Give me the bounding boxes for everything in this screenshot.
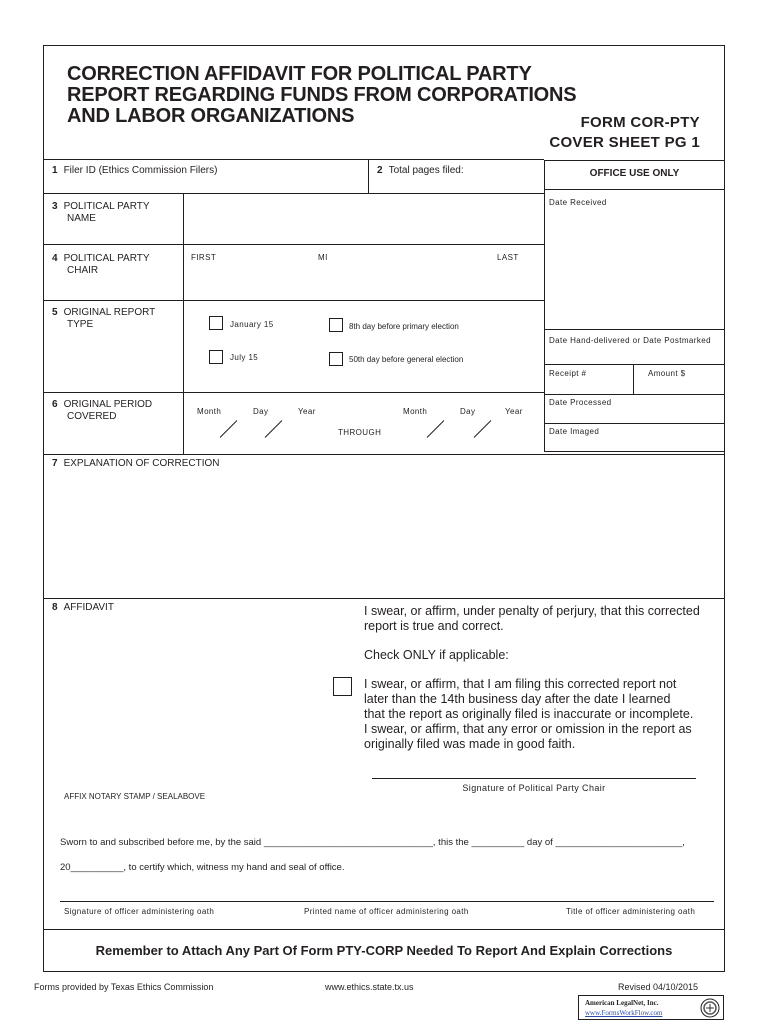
footer-revised-date: Revised 04/10/2015 xyxy=(618,982,699,992)
date-received-label: Date Received xyxy=(549,198,607,207)
divider xyxy=(43,300,544,301)
amount-label: Amount $ xyxy=(648,369,686,378)
vendor-logo-icon xyxy=(700,998,720,1018)
notary-stamp-label: AFFIX NOTARY STAMP / SEALABOVE xyxy=(64,792,206,801)
divider xyxy=(633,364,634,394)
officer-signature-line[interactable] xyxy=(60,901,714,902)
january-15-checkbox[interactable] xyxy=(209,316,223,330)
end-month-label: Month xyxy=(403,407,428,416)
divider xyxy=(43,159,544,160)
footer-website[interactable]: www.ethics.state.tx.us xyxy=(325,982,414,992)
officer-signature-label: Signature of officer administering oath xyxy=(64,907,215,916)
late-filing-checkbox[interactable] xyxy=(333,677,352,696)
period-covered-input[interactable] xyxy=(184,418,543,452)
form-code: FORM COR-PTY COVER SHEET PG 1 xyxy=(549,114,700,151)
50th-day-label: 50th day before general election xyxy=(349,355,464,364)
chair-signature-line[interactable] xyxy=(372,778,696,779)
start-year-label: Year xyxy=(298,407,316,416)
divider xyxy=(43,244,544,245)
office-use-title: OFFICE USE ONLY xyxy=(589,168,680,179)
late-filing-statement: I swear, or affirm, that I am filing this corrected report not later than the 14th business day after the date I learned that the report as originally filed is inaccurate or incomplete. I swear, or affirm, that any error or omission in the report as originally filed was made in good faith. xyxy=(364,677,694,751)
divider xyxy=(544,329,725,330)
chair-signature-label: Signature of Political Party Chair xyxy=(462,783,606,793)
divider xyxy=(544,423,725,424)
explanation-label: 7 EXPLANATION OF CORRECTION xyxy=(52,458,220,469)
sworn-statement[interactable]: Sworn to and subscribed before me, by the said ________________________________, this the __________ day of ________________________, xyxy=(60,837,685,848)
attachment-reminder: Remember to Attach Any Part Of Form PTY-CORP Needed To Report And Explain Corrections xyxy=(95,943,673,958)
middle-initial-label: MI xyxy=(318,253,328,262)
date-processed-label: Date Processed xyxy=(549,398,612,407)
vendor-name: American LegalNet, Inc. xyxy=(585,999,659,1007)
total-pages-field[interactable]: 2 Total pages filed: xyxy=(377,165,464,176)
july-15-checkbox[interactable] xyxy=(209,350,223,364)
report-type-label: 5 ORIGINAL REPORT TYPE xyxy=(52,307,156,330)
affidavit-statement: I swear, or affirm, under penalty of perjury, that this corrected report is true and correct. xyxy=(364,604,700,633)
start-day-label: Day xyxy=(253,407,269,416)
receipt-label: Receipt # xyxy=(549,369,587,378)
date-hand-delivered-label: Date Hand-delivered or Date Postmarked xyxy=(549,336,711,345)
8th-day-checkbox[interactable] xyxy=(329,318,343,332)
vendor-badge xyxy=(578,995,724,1020)
end-day-label: Day xyxy=(460,407,476,416)
affidavit-label: 8 AFFIDAVIT xyxy=(52,602,114,613)
date-imaged-label: Date Imaged xyxy=(549,427,600,436)
first-name-label: FIRST xyxy=(191,253,217,262)
officer-title-label: Title of officer administering oath xyxy=(566,907,696,916)
divider xyxy=(43,392,544,393)
divider xyxy=(368,159,369,193)
divider xyxy=(43,454,725,455)
divider xyxy=(544,394,725,395)
last-name-label: LAST xyxy=(497,253,519,262)
check-only-label: Check ONLY if applicable: xyxy=(364,648,509,662)
start-month-label: Month xyxy=(197,407,222,416)
explanation-input[interactable] xyxy=(44,473,724,597)
through-label: THROUGH xyxy=(338,428,382,437)
divider xyxy=(43,598,725,599)
footer-provided-by: Forms provided by Texas Ethics Commission xyxy=(34,982,214,992)
8th-day-label: 8th day before primary election xyxy=(349,322,459,331)
party-chair-label: 4 POLITICAL PARTY CHAIR xyxy=(52,253,150,276)
period-covered-label: 6 ORIGINAL PERIOD COVERED xyxy=(52,399,153,422)
party-name-label: 3 POLITICAL PARTY NAME xyxy=(52,201,150,224)
party-name-input[interactable] xyxy=(184,194,543,243)
end-year-label: Year xyxy=(505,407,523,416)
party-chair-input[interactable] xyxy=(184,264,543,298)
filer-id-field[interactable]: 1 Filer ID (Ethics Commission Filers) xyxy=(52,165,218,176)
vendor-url[interactable]: www.FormsWorkFlow.com xyxy=(585,1009,663,1017)
july-15-label: July 15 xyxy=(230,353,259,362)
divider xyxy=(43,929,725,930)
certify-statement[interactable]: 20__________, to certify which, witness my hand and seal of office. xyxy=(60,862,345,873)
january-15-label: January 15 xyxy=(230,320,274,329)
divider xyxy=(544,364,725,365)
officer-printed-name-label: Printed name of officer administering oath xyxy=(304,907,469,916)
form-title: CORRECTION AFFIDAVIT FOR POLITICAL PARTY REPORT REGARDING FUNDS FROM CORPORATIONS AND LABOR ORGANIZATIONS xyxy=(67,63,577,127)
50th-day-checkbox[interactable] xyxy=(329,352,343,366)
